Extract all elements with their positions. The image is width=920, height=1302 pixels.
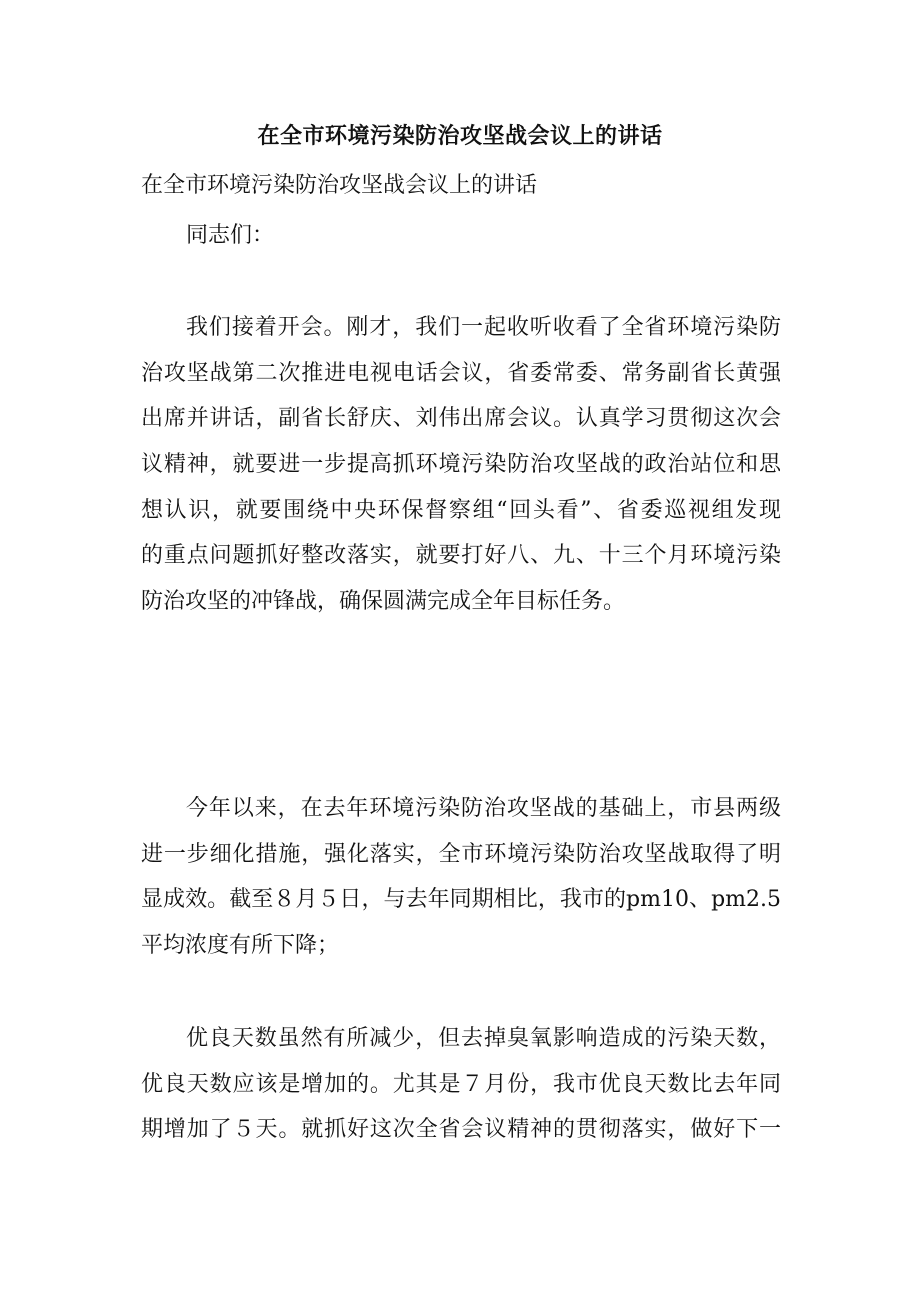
paragraph-line: 议精神，就要进一步提高抓环境污染防治攻坚战的政治站位和思 [141, 452, 781, 478]
paragraph-line: 今年以来，在去年环境污染防治攻坚战的基础上，市县两级 [186, 796, 781, 821]
paragraph-line: 进一步细化措施，强化落实，全市环境污染防治攻坚战取得了明 [141, 841, 781, 867]
paragraph-line: 出席并讲话，副省长舒庆、刘伟出席会议。认真学习贯彻这次会 [141, 406, 781, 432]
paragraph-line: 的重点问题抓好整改落实，就要打好八、九、十三个月环境污染 [141, 543, 781, 569]
paragraph-line: 优良天数虽然有所减少，但去掉臭氧影响造成的污染天数， [186, 1026, 781, 1051]
salutation: 同志们： [186, 223, 275, 248]
paragraph-line: 期增加了５天。就抓好这次全省会议精神的贯彻落实，做好下一 [141, 1117, 781, 1143]
paragraph-line: 平均浓度有所下降； [141, 933, 340, 959]
paragraph-line: 我们接着开会。刚才，我们一起收听收看了全省环境污染防 [186, 315, 781, 340]
document-subtitle: 在全市环境污染防治攻坚战会议上的讲话 [141, 173, 538, 198]
paragraph-line: 治攻坚战第二次推进电视电话会议，省委常委、常务副省长黄强 [141, 360, 781, 386]
paragraph-line: 想认识，就要围绕中央环保督察组“回头看”、省委巡视组发现 [141, 497, 781, 523]
paragraph-line: 优良天数应该是增加的。尤其是７月份，我市优良天数比去年同 [141, 1071, 781, 1097]
paragraph-3 [141, 1016, 781, 1153]
document-title: 在全市环境污染防治攻坚战会议上的讲话 [257, 123, 663, 149]
paragraph-2 [141, 786, 781, 969]
paragraph-line: 防治攻坚的冲锋战，确保圆满完成全年目标任务。 [141, 589, 626, 615]
paragraph-line: 显成效。截至８月５日，与去年同期相比，我市的pm10、pm2.5 [141, 887, 781, 913]
paragraph-1 [141, 305, 781, 625]
